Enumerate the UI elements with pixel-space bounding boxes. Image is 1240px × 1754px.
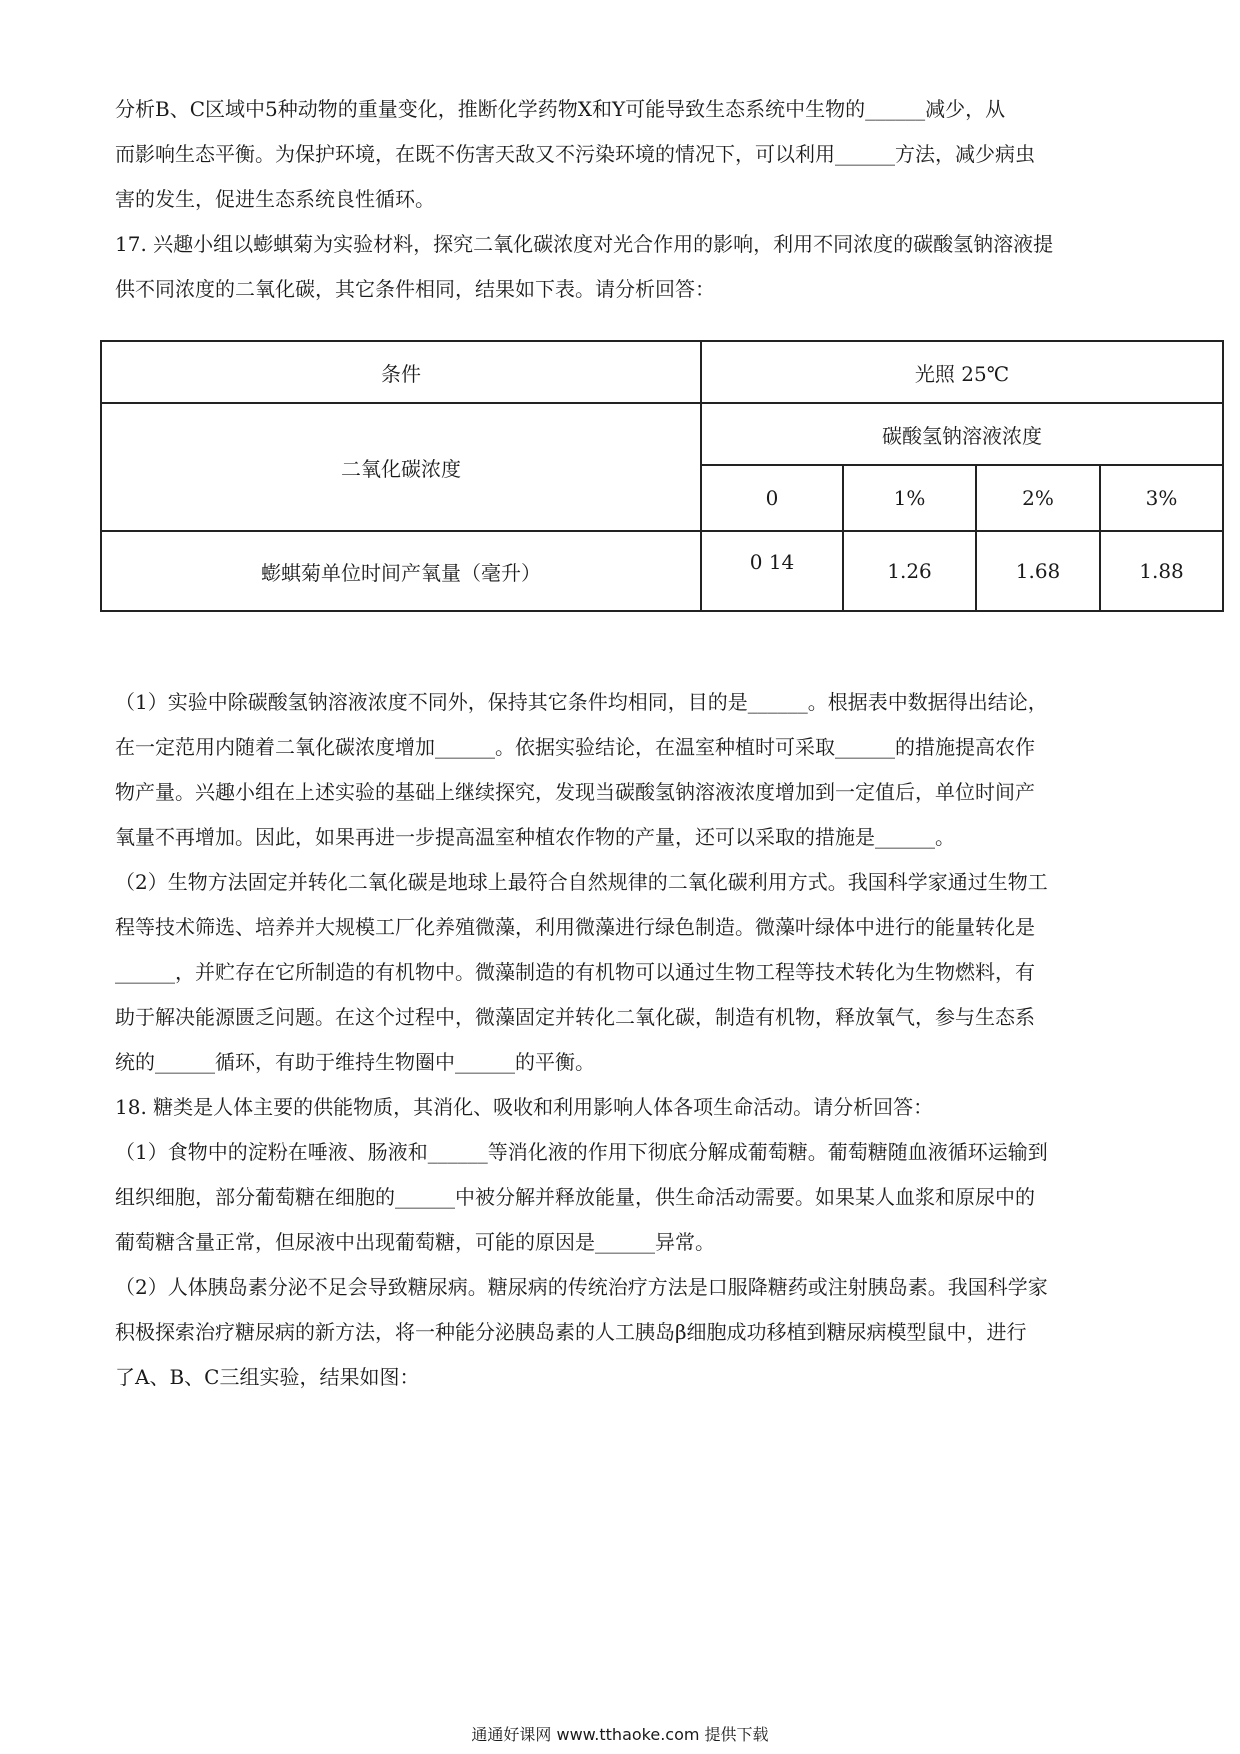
question-17-2-line: （2）生物方法固定并转化二氧化碳是地球上最符合自然规律的二氧化碳利用方式。我国科学家通过生物工 bbox=[115, 870, 1048, 894]
question-17-2-line: 助于解决能源匮乏问题。在这个过程中，微藻固定并转化二氧化碳，制造有机物，释放氧气，参与生态系 bbox=[115, 1005, 1035, 1029]
table-row-label: 蟛蜞菊单位时间产氧量（毫升） bbox=[101, 531, 701, 611]
table-cell-value: 1.88 bbox=[1100, 531, 1223, 611]
question-17-1-line: 在一定范用内随着二氧化碳浓度增加______。依据实验结论，在温室种植时可采取______的措施提高农作 bbox=[115, 735, 1035, 759]
table-header-light: 光照 25℃ bbox=[701, 341, 1223, 403]
paragraph-line: 而影响生态平衡。为保护环境，在既不伤害天敌又不污染环境的情况下，可以利用______方法，减少病虫 bbox=[115, 142, 1035, 166]
question-18-1-line: （1）食物中的淀粉在唾液、肠液和______等消化液的作用下彻底分解成葡萄糖。葡萄糖随血液循环运输到 bbox=[115, 1140, 1048, 1164]
table-cell-concentration: 1% bbox=[843, 465, 976, 531]
question-18-line: 18. 糖类是人体主要的供能物质，其消化、吸收和利用影响人体各项生命活动。请分析回答： bbox=[115, 1095, 934, 1119]
question-17-2-line: 程等技术筛选、培养并大规模工厂化养殖微藻，利用微藻进行绿色制造。微藻叶绿体中进行的能量转化是 bbox=[115, 915, 1035, 939]
table-cell-value: 0 14 bbox=[701, 531, 843, 611]
table-nahco3-label: 碳酸氢钠溶液浓度 bbox=[701, 403, 1223, 465]
table-cell-concentration: 3% bbox=[1100, 465, 1223, 531]
table-cell-value: 1.68 bbox=[976, 531, 1100, 611]
question-17-1-line: 氧量不再增加。因此，如果再进一步提高温室种植农作物的产量，还可以采取的措施是______。 bbox=[115, 825, 955, 849]
table-cell-value: 1.26 bbox=[843, 531, 976, 611]
question-17-line: 17. 兴趣小组以蟛蜞菊为实验材料，探究二氧化碳浓度对光合作用的影响，利用不同浓度的碳酸氢钠溶液提 bbox=[115, 232, 1054, 256]
table-cell-concentration: 2% bbox=[976, 465, 1100, 531]
table-co2-label: 二氧化碳浓度 bbox=[101, 403, 701, 531]
question-18-2-line: （2）人体胰岛素分泌不足会导致糖尿病。糖尿病的传统治疗方法是口服降糖药或注射胰岛素。我国科学家 bbox=[115, 1275, 1048, 1299]
results-table bbox=[100, 340, 1224, 612]
question-18-1-line: 组织细胞，部分葡萄糖在细胞的______中被分解并释放能量，供生命活动需要。如果某人血浆和原尿中的 bbox=[115, 1185, 1035, 1209]
question-17-1-line: 物产量。兴趣小组在上述实验的基础上继续探究，发现当碳酸氢钠溶液浓度增加到一定值后，单位时间产 bbox=[115, 780, 1035, 804]
paragraph-line: 害的发生，促进生态系统良性循环。 bbox=[115, 187, 435, 211]
question-18-2-line: 积极探索治疗糖尿病的新方法，将一种能分泌胰岛素的人工胰岛β细胞成功移植到糖尿病模型鼠中，进行 bbox=[115, 1320, 1027, 1344]
question-18-2-line: 了A、B、C三组实验，结果如图： bbox=[115, 1365, 420, 1389]
question-18-1-line: 葡萄糖含量正常，但尿液中出现葡萄糖，可能的原因是______异常。 bbox=[115, 1230, 715, 1254]
question-17-line: 供不同浓度的二氧化碳，其它条件相同，结果如下表。请分析回答： bbox=[115, 277, 715, 301]
question-17-2-line: 统的______循环，有助于维持生物圈中______的平衡。 bbox=[115, 1050, 595, 1074]
table-cell-concentration: 0 bbox=[701, 465, 843, 531]
page-footer: 通通好课网 www.tthaoke.com 提供下载 bbox=[471, 1725, 769, 1744]
question-17-2-line: ______，并贮存在它所制造的有机物中。微藻制造的有机物可以通过生物工程等技术转化为生物燃料，有 bbox=[115, 960, 1035, 984]
table-header-condition: 条件 bbox=[101, 341, 701, 403]
question-17-1-line: （1）实验中除碳酸氢钠溶液浓度不同外，保持其它条件均相同，目的是______。根据表中数据得出结论， bbox=[115, 690, 1048, 714]
paragraph-line: 分析B、C区域中5种动物的重量变化，推断化学药物X和Y可能导致生态系统中生物的______减少，从 bbox=[115, 97, 1006, 121]
